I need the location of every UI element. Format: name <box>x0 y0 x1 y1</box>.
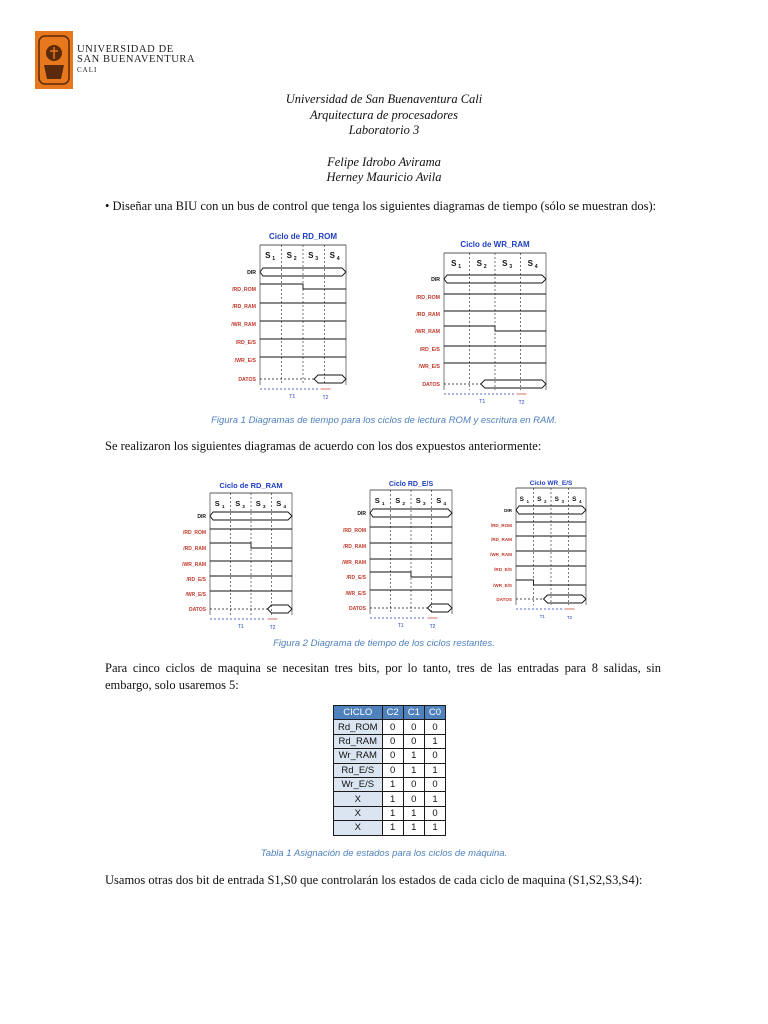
signal-label: /WR_E/S <box>493 583 512 588</box>
table-row <box>334 792 446 806</box>
state-label: S <box>502 259 508 268</box>
diagram-title: Ciclo WR_E/S <box>529 480 573 487</box>
state-label-subscript: 1 <box>272 256 276 262</box>
state-label: S <box>476 259 482 268</box>
table-cell-bit: 1 <box>424 821 445 835</box>
state-label-subscript: 3 <box>315 256 319 262</box>
state-label: S <box>436 496 442 505</box>
state-label-subscript: 3 <box>509 264 513 270</box>
signal-label: /WR_RAM <box>490 552 512 557</box>
table-cell-bit: 0 <box>382 720 403 734</box>
signal-label: /RD_E/S <box>494 567 512 572</box>
state-label-subscript: 4 <box>534 264 538 270</box>
table-cell-bit: 1 <box>403 806 424 820</box>
state-label: S <box>276 499 282 508</box>
signal-label: /RD_E/S <box>419 347 440 353</box>
t2-label: T2 <box>269 625 276 631</box>
header-c0: C0 <box>424 706 445 720</box>
header-c1: C1 <box>403 706 424 720</box>
state-label-subscript: 3 <box>561 499 564 504</box>
signal-waveform <box>260 284 346 289</box>
state-label: S <box>395 496 401 505</box>
state-label-subscript: 1 <box>526 499 529 504</box>
signal-label: DATOS <box>238 377 256 383</box>
university-name-line3: CALI <box>77 66 98 74</box>
table-row <box>334 749 446 763</box>
state-label: S <box>255 499 261 508</box>
table-cell-bit: 1 <box>424 734 445 748</box>
t1-label: T1 <box>479 399 486 405</box>
paragraph-state-inputs: Usamos otras dos bit de entrada S1,S0 que controlarán los estados de cada ciclo de maquina (S1,S2,S3,S4): <box>105 873 643 887</box>
table-cell-cycle: Rd_RAM <box>334 734 383 748</box>
state-label-subscript: 2 <box>483 264 487 270</box>
table-cell-bit: 1 <box>382 821 403 835</box>
table-cell-bit: 1 <box>382 792 403 806</box>
university-name-line2: SAN BUENAVENTURA <box>77 54 196 65</box>
signal-label: DATOS <box>422 382 440 388</box>
signal-label: /WR_RAM <box>231 322 256 328</box>
state-label: S <box>519 496 524 503</box>
state-label-subscript: 1 <box>381 502 385 507</box>
t2-label: T2 <box>566 615 573 620</box>
table-row <box>334 720 446 734</box>
title-line-course: Arquitectura de procesadores <box>310 107 458 122</box>
signal-label: DIR <box>247 270 256 276</box>
table-cell-bit: 1 <box>403 821 424 835</box>
signal-label: DIR <box>431 277 440 283</box>
table-cell-cycle: Rd_E/S <box>334 763 383 777</box>
diagram-title: Ciclo de RD_ROM <box>268 232 338 241</box>
table-cell-cycle: X <box>334 821 383 835</box>
t2-label: T2 <box>429 624 436 630</box>
table-cell-bit: 1 <box>424 792 445 806</box>
t1-label: T1 <box>397 623 404 629</box>
timing-diagram-rd-es <box>336 478 456 633</box>
state-label: S <box>329 251 335 260</box>
diagram-title: Ciclo de RD_RAM <box>219 481 283 490</box>
university-name <box>77 45 195 75</box>
signal-label: /WR_RAM <box>415 329 440 335</box>
title-line-university: Universidad de San Buenaventura Cali <box>285 92 483 106</box>
signal-label: /RD_E/S <box>186 577 206 583</box>
state-label-subscript: 4 <box>443 502 447 507</box>
table-cell-cycle: Wr_RAM <box>334 749 383 763</box>
author-2: Herney Mauricio Avila <box>326 170 442 184</box>
table-cell-bit: 0 <box>403 734 424 748</box>
state-label-subscript: 2 <box>402 502 406 507</box>
title-line-lab: Laboratorio 3 <box>348 123 420 137</box>
state-label-subscript: 2 <box>293 256 297 262</box>
signal-waveform <box>210 543 292 548</box>
signal-label: /WR_E/S <box>418 364 440 370</box>
timing-diagram-wr-ram <box>410 237 550 406</box>
table-row <box>334 763 446 777</box>
state-label: S <box>537 496 542 503</box>
signal-label: /WR_E/S <box>234 358 256 364</box>
table-header-row <box>334 706 446 720</box>
signal-label: /RD_RAM <box>232 304 256 310</box>
signal-label: /RD_RAM <box>416 312 440 318</box>
table-1-caption: Tabla 1 Asignación de estados para los ciclos de máquina. <box>260 848 508 859</box>
signal-label: /RD_RAM <box>343 544 366 550</box>
state-label-subscript: 2 <box>242 505 246 510</box>
table-cell-cycle: X <box>334 792 383 806</box>
signal-label: /RD_ROM <box>342 528 366 534</box>
signal-label: DATOS <box>496 597 512 602</box>
datos-bus-waveform <box>544 595 587 603</box>
table-cell-bit: 1 <box>403 749 424 763</box>
table-cell-bit: 0 <box>403 777 424 791</box>
table-cell-bit: 0 <box>424 720 445 734</box>
timing-diagram-rd-rom <box>222 227 352 407</box>
university-logo <box>35 31 195 89</box>
table-cell-bit: 0 <box>403 720 424 734</box>
timing-diagram-wr-es <box>482 478 592 620</box>
paragraph-diagrams: Se realizaron los siguientes diagramas de acuerdo con los dos expuestos anteriormente: <box>105 439 542 453</box>
table-cell-bit: 0 <box>382 763 403 777</box>
signal-label: /RD_ROM <box>232 287 256 293</box>
title-block <box>0 92 768 186</box>
header-c2: C2 <box>382 706 403 720</box>
signal-label: /RD_ROM <box>416 295 440 301</box>
table-cell-bit: 1 <box>382 806 403 820</box>
signal-label: DATOS <box>348 606 366 612</box>
datos-bus-waveform <box>428 604 453 612</box>
signal-label: /WR_E/S <box>345 591 366 597</box>
table-cell-bit: 0 <box>382 749 403 763</box>
signal-label: /WR_E/S <box>185 592 206 598</box>
t1-label: T1 <box>539 614 545 619</box>
signal-waveform <box>370 572 452 577</box>
state-label: S <box>214 499 220 508</box>
signal-label: /RD_E/S <box>346 575 366 581</box>
table-cell-cycle: Wr_E/S <box>334 777 383 791</box>
university-seal-icon <box>35 31 73 89</box>
table-row <box>334 806 446 820</box>
state-label: S <box>415 496 421 505</box>
figure-1-caption: Figura 1 Diagramas de tiempo para los ciclos de lectura ROM y escritura en RAM. <box>211 415 557 426</box>
timing-diagram-rd-ram <box>178 478 298 633</box>
t2-label: T2 <box>518 400 525 406</box>
state-label: S <box>235 499 241 508</box>
state-label-subscript: 1 <box>221 505 225 510</box>
t1-label: T1 <box>237 624 244 630</box>
signal-label: /RD_ROM <box>490 523 512 528</box>
state-label-subscript: 1 <box>458 264 462 270</box>
state-label: S <box>374 496 380 505</box>
signal-label: /RD_ROM <box>182 530 206 536</box>
state-label: S <box>527 259 533 268</box>
signal-label: /RD_RAM <box>183 546 206 552</box>
figure-2-caption: Figura 2 Diagrama de tiempo de los ciclos restantes. <box>273 638 495 649</box>
t1-label: T1 <box>289 394 296 400</box>
state-label-subscript: 2 <box>544 499 547 504</box>
signal-label: /RD_E/S <box>235 340 256 346</box>
state-label: S <box>554 496 559 503</box>
state-label: S <box>286 251 292 260</box>
table-cell-bit: 0 <box>424 749 445 763</box>
diagram-title: Ciclo RD_E/S <box>388 481 434 488</box>
signal-label: DIR <box>357 511 366 517</box>
state-label: S <box>572 496 577 503</box>
state-label-subscript: 3 <box>422 502 426 507</box>
state-label-subscript: 4 <box>579 499 582 504</box>
state-label: S <box>265 251 271 260</box>
table-cell-bit: 0 <box>382 734 403 748</box>
paragraph-intro: • Diseñar una BIU con un bus de control que tenga los siguientes diagramas de tiempo (sólo se muestran dos): <box>105 199 657 213</box>
signal-label: /WR_RAM <box>342 560 366 566</box>
t2-label: T2 <box>322 395 329 401</box>
state-label-subscript: 3 <box>262 505 266 510</box>
datos-bus-waveform <box>268 605 293 613</box>
signal-waveform <box>444 326 546 331</box>
paragraph-cycles: Para cinco ciclos de maquina se necesitan tres bits, por lo tanto, tres de las entradas para 8 salidas, sin embargo, solo usaremos 5: <box>105 661 661 692</box>
datos-bus-waveform <box>481 380 546 388</box>
table-cell-bit: 0 <box>424 777 445 791</box>
state-label-subscript: 4 <box>283 505 287 510</box>
signal-label: /RD_RAM <box>491 537 512 542</box>
table-cell-bit: 0 <box>403 792 424 806</box>
university-name-line1: UNIVERSIDAD DE <box>77 44 174 55</box>
table-row <box>334 821 446 835</box>
table-cell-bit: 1 <box>382 777 403 791</box>
signal-label: DIR <box>197 514 206 520</box>
state-label-subscript: 4 <box>336 256 340 262</box>
table-cell-bit: 1 <box>403 763 424 777</box>
signal-label: DIR <box>504 508 512 513</box>
table-row <box>334 777 446 791</box>
table-cell-bit: 1 <box>424 763 445 777</box>
datos-bus-waveform <box>314 375 346 383</box>
diagram-title: Ciclo de WR_RAM <box>460 240 530 249</box>
table-row <box>334 734 446 748</box>
state-assignment-table <box>333 705 446 836</box>
signal-label: /WR_RAM <box>182 562 206 568</box>
table-cell-cycle: X <box>334 806 383 820</box>
table-cell-cycle: Rd_ROM <box>334 720 383 734</box>
state-label: S <box>308 251 314 260</box>
signal-label: DATOS <box>188 607 206 613</box>
state-label: S <box>451 259 457 268</box>
header-ciclo: CICLO <box>334 706 383 720</box>
author-1: Felipe Idrobo Avirama <box>327 154 441 169</box>
table-cell-bit: 0 <box>424 806 445 820</box>
